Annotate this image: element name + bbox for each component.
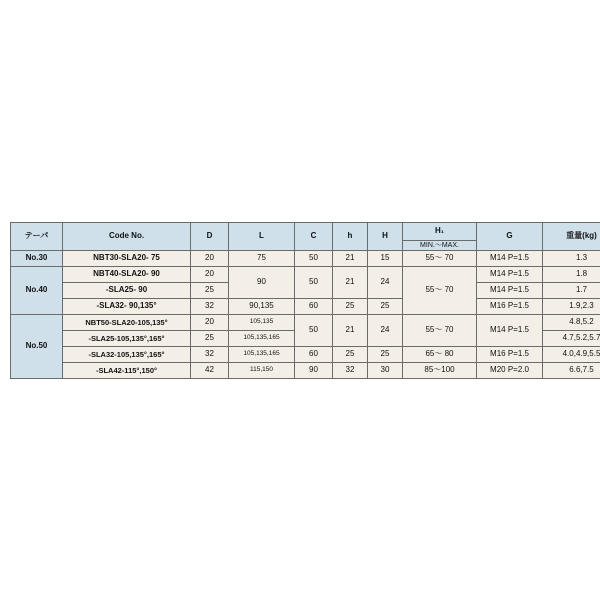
table-header-row [11,223,600,241]
h1-cell: 55～ 70 [403,267,477,315]
c-cell: 90 [295,363,333,379]
header-g: G [477,223,543,251]
g-cell: M14 P=1.5 [477,267,543,283]
l-cell: 115,150 [229,363,295,379]
code-cell: -SLA25- 90 [63,283,191,299]
l-cell: 105,135,165 [229,347,295,363]
d-cell: 42 [191,363,229,379]
taper-cell-no40: No.40 [11,267,63,315]
l-cell: 105,135,165 [229,331,295,347]
code-cell: -SLA32- 90,135° [63,299,191,315]
c-cell: 50 [295,267,333,299]
header-h-small: h [333,223,368,251]
h-small-cell: 21 [333,267,368,299]
code-cell: -SLA32-105,135°,165° [63,347,191,363]
spec-table-container [10,222,600,379]
header-l: L [229,223,295,251]
header-h1: H₁ [403,223,477,241]
h1-cell: 55～ 70 [403,251,477,267]
g-cell: M20 P=2.0 [477,363,543,379]
d-cell: 20 [191,251,229,267]
code-cell: NBT30-SLA20- 75 [63,251,191,267]
table-row [11,267,600,283]
c-cell: 60 [295,347,333,363]
g-cell: M14 P=1.5 [477,315,543,347]
h-small-cell: 21 [333,251,368,267]
header-code: Code No. [63,223,191,251]
d-cell: 32 [191,299,229,315]
code-cell: -SLA25-105,135°,165° [63,331,191,347]
header-taper: テーパ [11,223,63,251]
l-cell: 90 [229,267,295,299]
taper-cell-no50: No.50 [11,315,63,379]
weight-cell: 1.7 [543,283,600,299]
g-cell: M16 P=1.5 [477,347,543,363]
h-cap-cell: 25 [368,347,403,363]
h-cap-cell: 15 [368,251,403,267]
g-cell: M14 P=1.5 [477,251,543,267]
h-cap-cell: 30 [368,363,403,379]
h-small-cell: 32 [333,363,368,379]
header-weight: 重量(kg) [543,223,600,251]
h-small-cell: 21 [333,315,368,347]
c-cell: 60 [295,299,333,315]
d-cell: 25 [191,331,229,347]
d-cell: 25 [191,283,229,299]
taper-cell-no30: No.30 [11,251,63,267]
weight-cell: 4.7,5.2,5.7 [543,331,600,347]
weight-cell: 6.6,7.5 [543,363,600,379]
l-cell: 90,135 [229,299,295,315]
g-cell: M14 P=1.5 [477,283,543,299]
table-row [11,363,600,379]
h1-cell: 55～ 70 [403,315,477,347]
table-row [11,347,600,363]
d-cell: 20 [191,267,229,283]
l-cell: 75 [229,251,295,267]
weight-cell: 1.8 [543,267,600,283]
header-h1-range: MIN.～MAX. [403,241,477,251]
weight-cell: 1.3 [543,251,600,267]
table-row [11,251,600,267]
code-cell: NBT50-SLA20-105,135° [63,315,191,331]
g-cell: M16 P=1.5 [477,299,543,315]
header-d: D [191,223,229,251]
code-cell: -SLA42-115°,150° [63,363,191,379]
h-small-cell: 25 [333,347,368,363]
h-cap-cell: 24 [368,315,403,347]
h1-cell: 85～100 [403,363,477,379]
h1-cell: 65～ 80 [403,347,477,363]
weight-cell: 4.0,4.9,5.5 [543,347,600,363]
h-cap-cell: 25 [368,299,403,315]
c-cell: 50 [295,251,333,267]
code-cell: NBT40-SLA20- 90 [63,267,191,283]
table-row [11,315,600,331]
weight-cell: 4.8,5.2 [543,315,600,331]
l-cell: 105,135 [229,315,295,331]
d-cell: 20 [191,315,229,331]
specification-table [10,222,600,379]
table-body [11,251,600,379]
c-cell: 50 [295,315,333,347]
table-row [11,299,600,315]
d-cell: 32 [191,347,229,363]
weight-cell: 1.9,2.3 [543,299,600,315]
h-small-cell: 25 [333,299,368,315]
header-c: C [295,223,333,251]
header-h-cap: H [368,223,403,251]
h-cap-cell: 24 [368,267,403,299]
